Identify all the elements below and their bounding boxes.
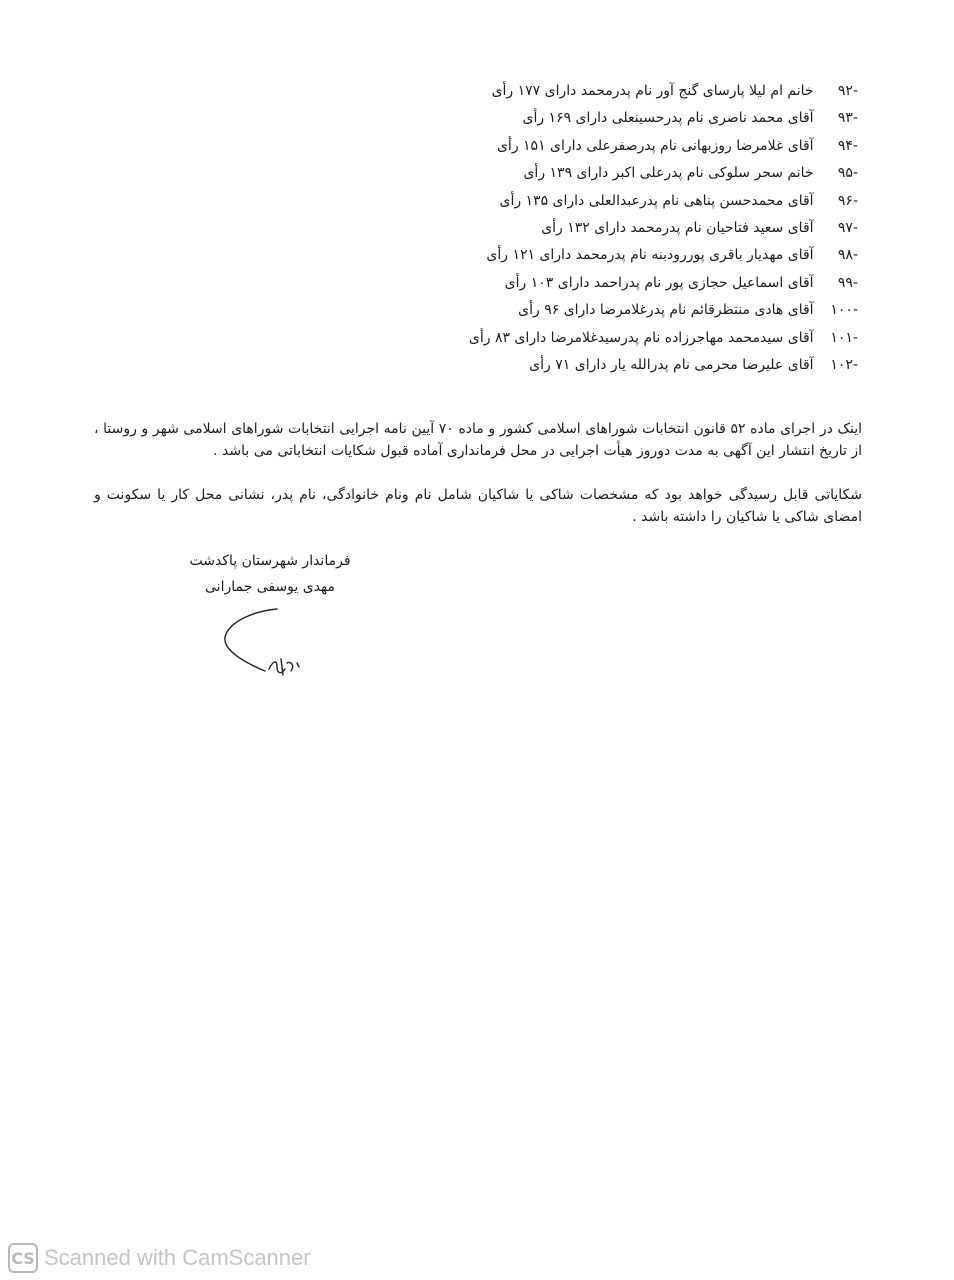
item-text: آقای سیدمحمد مهاجرزاده نام پدرسیدغلامرضا دارای ۸۳ رأی xyxy=(468,329,814,346)
watermark-text: Scanned with CamScanner xyxy=(44,1245,311,1270)
handwritten-signature xyxy=(215,603,325,683)
camscanner-logo-icon: CS xyxy=(8,1243,38,1273)
list-item xyxy=(338,133,858,160)
item-text: آقای مهدیار باقری پوررودبنه نام پدرمحمد دارای ۱۲۱ رأی xyxy=(486,247,814,264)
item-text: آقای محمد ناصری نام پدرحسینعلی دارای ۱۶۹ رأی xyxy=(522,110,814,127)
notice-paragraph: اینک در اجرای ماده ۵۲ قانون انتخابات شوراهای اسلامی کشور و ماده ۷۰ آیین نامه اجرایی انتخابات شوراهای اسلامی شهر و روستا ، از تاریخ انتشار این آگهی به مدت دوروز هیأت اجرایی در محل فرمانداری آماده قبول شکایات انتخاباتی می باشد . xyxy=(94,421,862,459)
item-number: -۹۶ xyxy=(837,192,858,209)
list-item xyxy=(338,160,858,187)
item-number: -۱۰۱ xyxy=(830,329,858,346)
item-text: آقای هادی منتظرقائم نام پدرغلامرضا دارای ۹۶ رأی xyxy=(518,302,814,319)
item-number: -۱۰۲ xyxy=(830,356,858,373)
complaint-conditions-paragraph: شکایاتی قابل رسیدگی خواهد بود که مشخصات شاکی یا شاکیان شامل نام ونام خانوادگی، نام پدر، نشانی محل کار یا سکونت و امضای شاکی یا شاکیان را داشته باشد . xyxy=(94,487,862,525)
item-text: خانم سحر سلوکی نام پدرعلی اکبر دارای ۱۳۹ رأی xyxy=(523,165,814,182)
item-text: آقای محمدحسن پناهی نام پدرعبدالعلی دارای ۱۳۵ رأی xyxy=(499,192,814,209)
signer-name: مهدی یوسفی جمارانی xyxy=(205,579,335,595)
item-text: آقای غلامرضا روزبهانی نام پدرصفرعلی دارای ۱۵۱ رأی xyxy=(496,137,814,154)
item-text: آقای علیرضا محرمی نام پدرالله یار دارای ۷۱ رأی xyxy=(529,356,814,373)
item-number: -۹۳ xyxy=(837,110,858,127)
item-number: -۹۲ xyxy=(837,83,858,99)
item-text: خانم ام لیلا پارسای گنج آور نام پدرمحمد دارای ۱۷۷ رأی xyxy=(491,83,814,99)
signer-title: فرماندار شهرستان پاکدشت xyxy=(189,553,351,569)
item-text: آقای اسماعیل حجازی پور نام پدراحمد دارای ۱۰۳ رأی xyxy=(504,274,814,291)
list-item xyxy=(338,215,858,242)
candidate-list xyxy=(338,78,858,379)
list-item xyxy=(338,325,858,352)
signature-block xyxy=(150,548,390,600)
item-text: آقای سعید فتاحیان نام پدرمحمد دارای ۱۳۲ رأی xyxy=(541,219,814,236)
camscanner-watermark xyxy=(8,1240,311,1276)
list-item xyxy=(338,78,858,105)
item-number: -۹۵ xyxy=(837,165,858,182)
item-number: -۹۴ xyxy=(837,137,858,154)
list-item xyxy=(338,105,858,132)
item-number: -۹۸ xyxy=(837,247,858,264)
list-item xyxy=(338,352,858,379)
item-number: -۹۷ xyxy=(837,219,858,236)
item-number: -۱۰۰ xyxy=(830,302,858,319)
list-item xyxy=(338,297,858,324)
list-item xyxy=(338,242,858,269)
list-item xyxy=(338,188,858,215)
item-number: -۹۹ xyxy=(837,274,858,291)
list-item xyxy=(338,270,858,297)
